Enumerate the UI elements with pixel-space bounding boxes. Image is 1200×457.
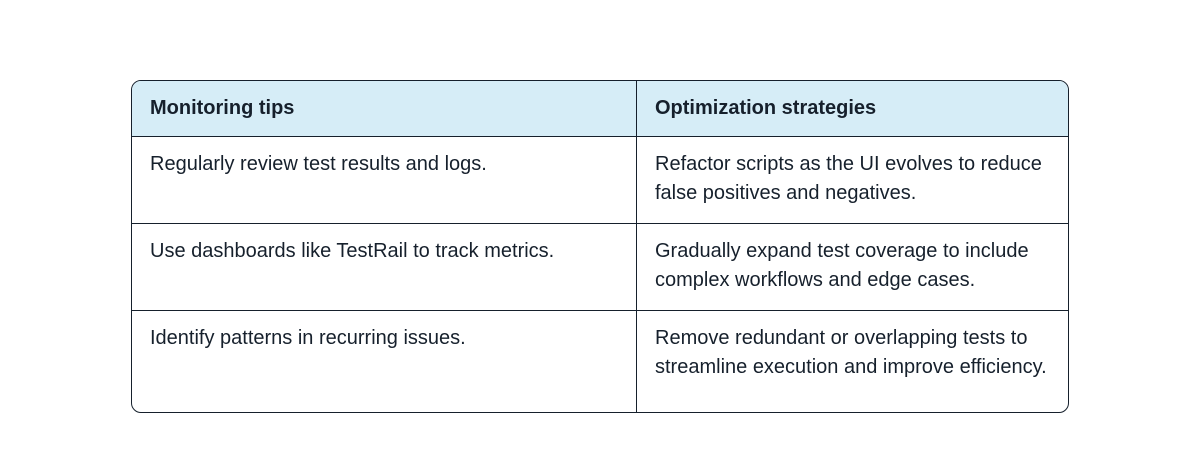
comparison-table-container (131, 80, 1069, 413)
table-cell-optimization-strategy-1: Refactor scripts as the UI evolves to reduce false positives and negatives. (637, 137, 1068, 224)
table-body (132, 137, 1068, 412)
table-header-monitoring-tips: Monitoring tips (132, 81, 637, 137)
table-cell-monitoring-tip-3: Identify patterns in recurring issues. (132, 311, 637, 412)
table-header (132, 81, 1068, 137)
comparison-table (131, 80, 1069, 413)
table-row (132, 311, 1068, 412)
table-cell-monitoring-tip-1: Regularly review test results and logs. (132, 137, 637, 224)
table-cell-optimization-strategy-2: Gradually expand test coverage to include complex workflows and edge cases. (637, 224, 1068, 311)
table-cell-optimization-strategy-3: Remove redundant or overlapping tests to streamline execution and improve efficiency. (655, 327, 1047, 378)
table-row (132, 137, 1068, 224)
table-cell-monitoring-tip-2: Use dashboards like TestRail to track metrics. (132, 224, 637, 311)
table-header-row (132, 81, 1068, 137)
table-row (132, 224, 1068, 311)
table-header-optimization-strategies: Optimization strategies (637, 81, 1068, 137)
